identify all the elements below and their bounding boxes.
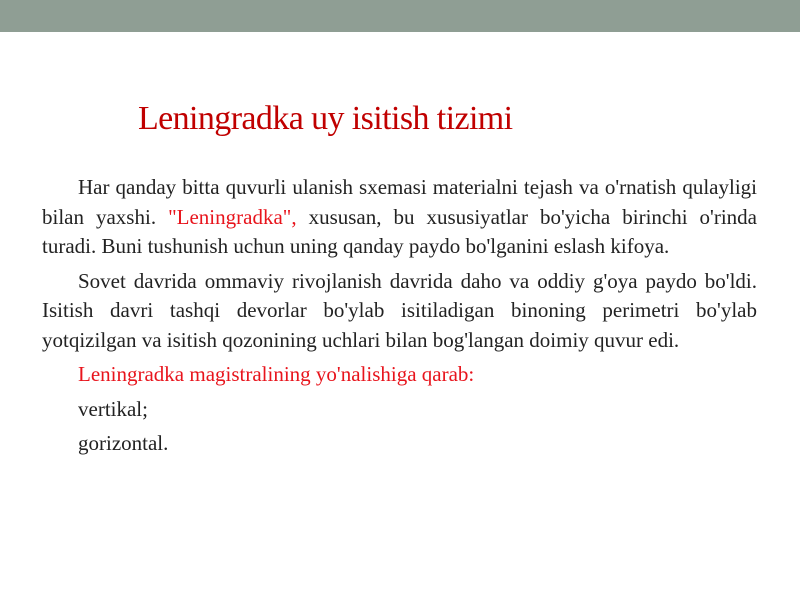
top-decorative-band	[0, 0, 800, 32]
list-item-vertical: vertikal;	[78, 396, 148, 421]
slide-title: Leningradka uy isitish tizimi	[138, 100, 513, 137]
paragraph-1-text-before: Har qanday bitta quvurli ulanish sxemasi materialni tejash va o'rnatish qulayligi bilan yaxshi.	[42, 175, 757, 229]
list-heading: Leningradka magistralining yo'nalishiga qarab:	[78, 362, 475, 386]
paragraph-1-text-after: xususan, bu xususiyatlar bo'yicha birinchi o'rinda turadi. Buni tushunish uchun uning qanday paydo bo'lganini eslash kifoya.	[42, 204, 757, 258]
slide-body	[42, 173, 757, 464]
paragraph-2: Sovet davrida ommaviy rivojlanish davrida daho va oddiy g'oya paydo bo'ldi. Isitish davri tashqi devorlar bo'ylab isitiladigan binoning perimetri bo'ylab yotqizilgan va isitish qozonining uchlari bilan bog'langan doimiy quvur edi.	[42, 268, 757, 352]
paragraph-1	[42, 173, 757, 262]
list-item-horizontal: gorizontal.	[78, 431, 169, 455]
paragraph-1-highlight: "Leningradka",	[168, 204, 297, 229]
